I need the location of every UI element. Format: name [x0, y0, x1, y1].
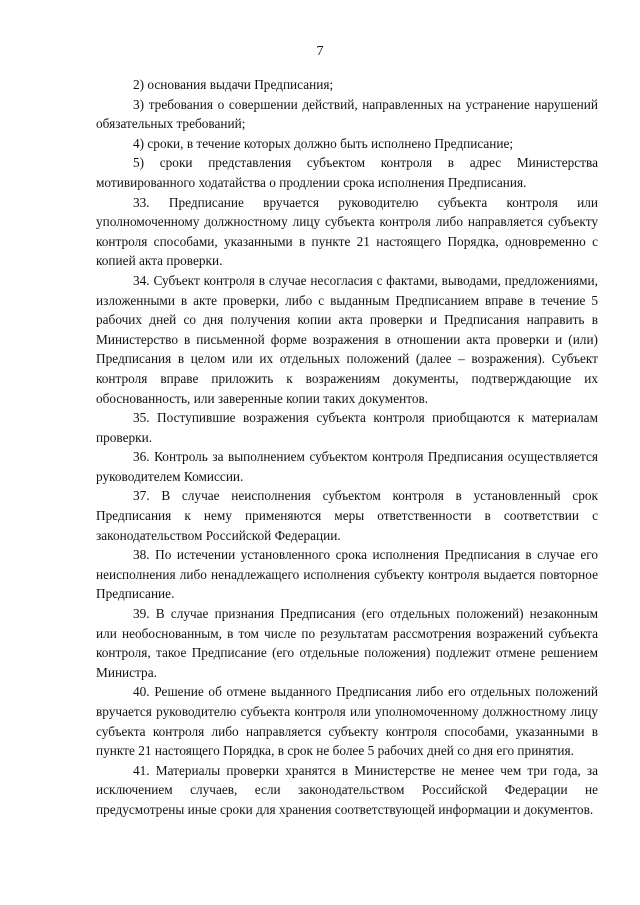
paragraph-33: 33. Предписание вручается руководителю субъекта контроля или уполномоченному должностному лицу субъекта контроля либо направляется субъекту контроля способами, указанными в пункте 21 настоящего Порядка, одновременно с копией акта проверки.	[96, 194, 598, 269]
paragraph-40: 40. Решение об отмене выданного Предписания либо его отдельных положений вручается руководителю субъекта контроля или уполномоченному должностному лицу субъекта контроля либо направляется субъекту контроля способами, указанными в пункте 21 настоящего Порядка, в срок не более 5 рабочих дней со дня его принятия.	[96, 684, 598, 759]
paragraph-39: 39. В случае признания Предписания (его отдельных положений) незаконным или необоснованным, в том числе по результатам рассмотрения возражений субъекта контроля, такое Предписание (его отдельные положения) подлежит отмене решением Министра.	[96, 606, 598, 680]
paragraph-38: 38. По истечении установленного срока исполнения Предписания в случае его неисполнения либо ненадлежащего исполнения субъекту контроля выдается повторное Предписание.	[96, 547, 598, 602]
paragraph-41: 41. Материалы проверки хранятся в Министерстве не менее чем три года, за исключением случаев, если законодательством Российской Федерации не предусмотрены иные сроки для хранения соответствующей информации и документов.	[96, 762, 598, 817]
paragraph-37: 37. В случае неисполнения субъектом контроля в установленный срок Предписания к нему применяются меры ответственности в соответствии с законодательством Российской Федерации.	[96, 488, 598, 543]
paragraph-item-4: 4) сроки, в течение которых должно быть исполнено Предписание;	[133, 135, 514, 151]
paragraph-35: 35. Поступившие возражения субъекта контроля приобщаются к материалам проверки.	[96, 410, 598, 445]
document-body	[96, 75, 598, 820]
page-number: 7	[316, 44, 324, 59]
paragraph-34: 34. Субъект контроля в случае несогласия с фактами, выводами, предложениями, изложенными в акте проверки, либо с выданным Предписанием вправе в течение 5 рабочих дней со дня получения копии акта проверки и Предписания направить в Министерство в письменной форме возражения в отношении акта проверки и (или) Предписания в целом или их отдельных положений (далее – возражения). Субъект контроля вправе приложить к возражениям документы, подтверждающие их обоснованность, или заверенные копии таких документов.	[96, 272, 598, 406]
paragraph-item-2: 2) основания выдачи Предписания;	[133, 77, 334, 92]
paragraph-36: 36. Контроль за выполнением субъектом контроля Предписания осуществляется руководителем Комиссии.	[96, 449, 598, 484]
paragraph-item-3: 3) требования о совершении действий, направленных на устранение нарушений обязательных требований;	[96, 96, 598, 132]
paragraph-item-5: 5) сроки представления субъектом контроля в адрес Министерства мотивированного ходатайства о продлении срока исполнения Предписания.	[96, 155, 598, 190]
